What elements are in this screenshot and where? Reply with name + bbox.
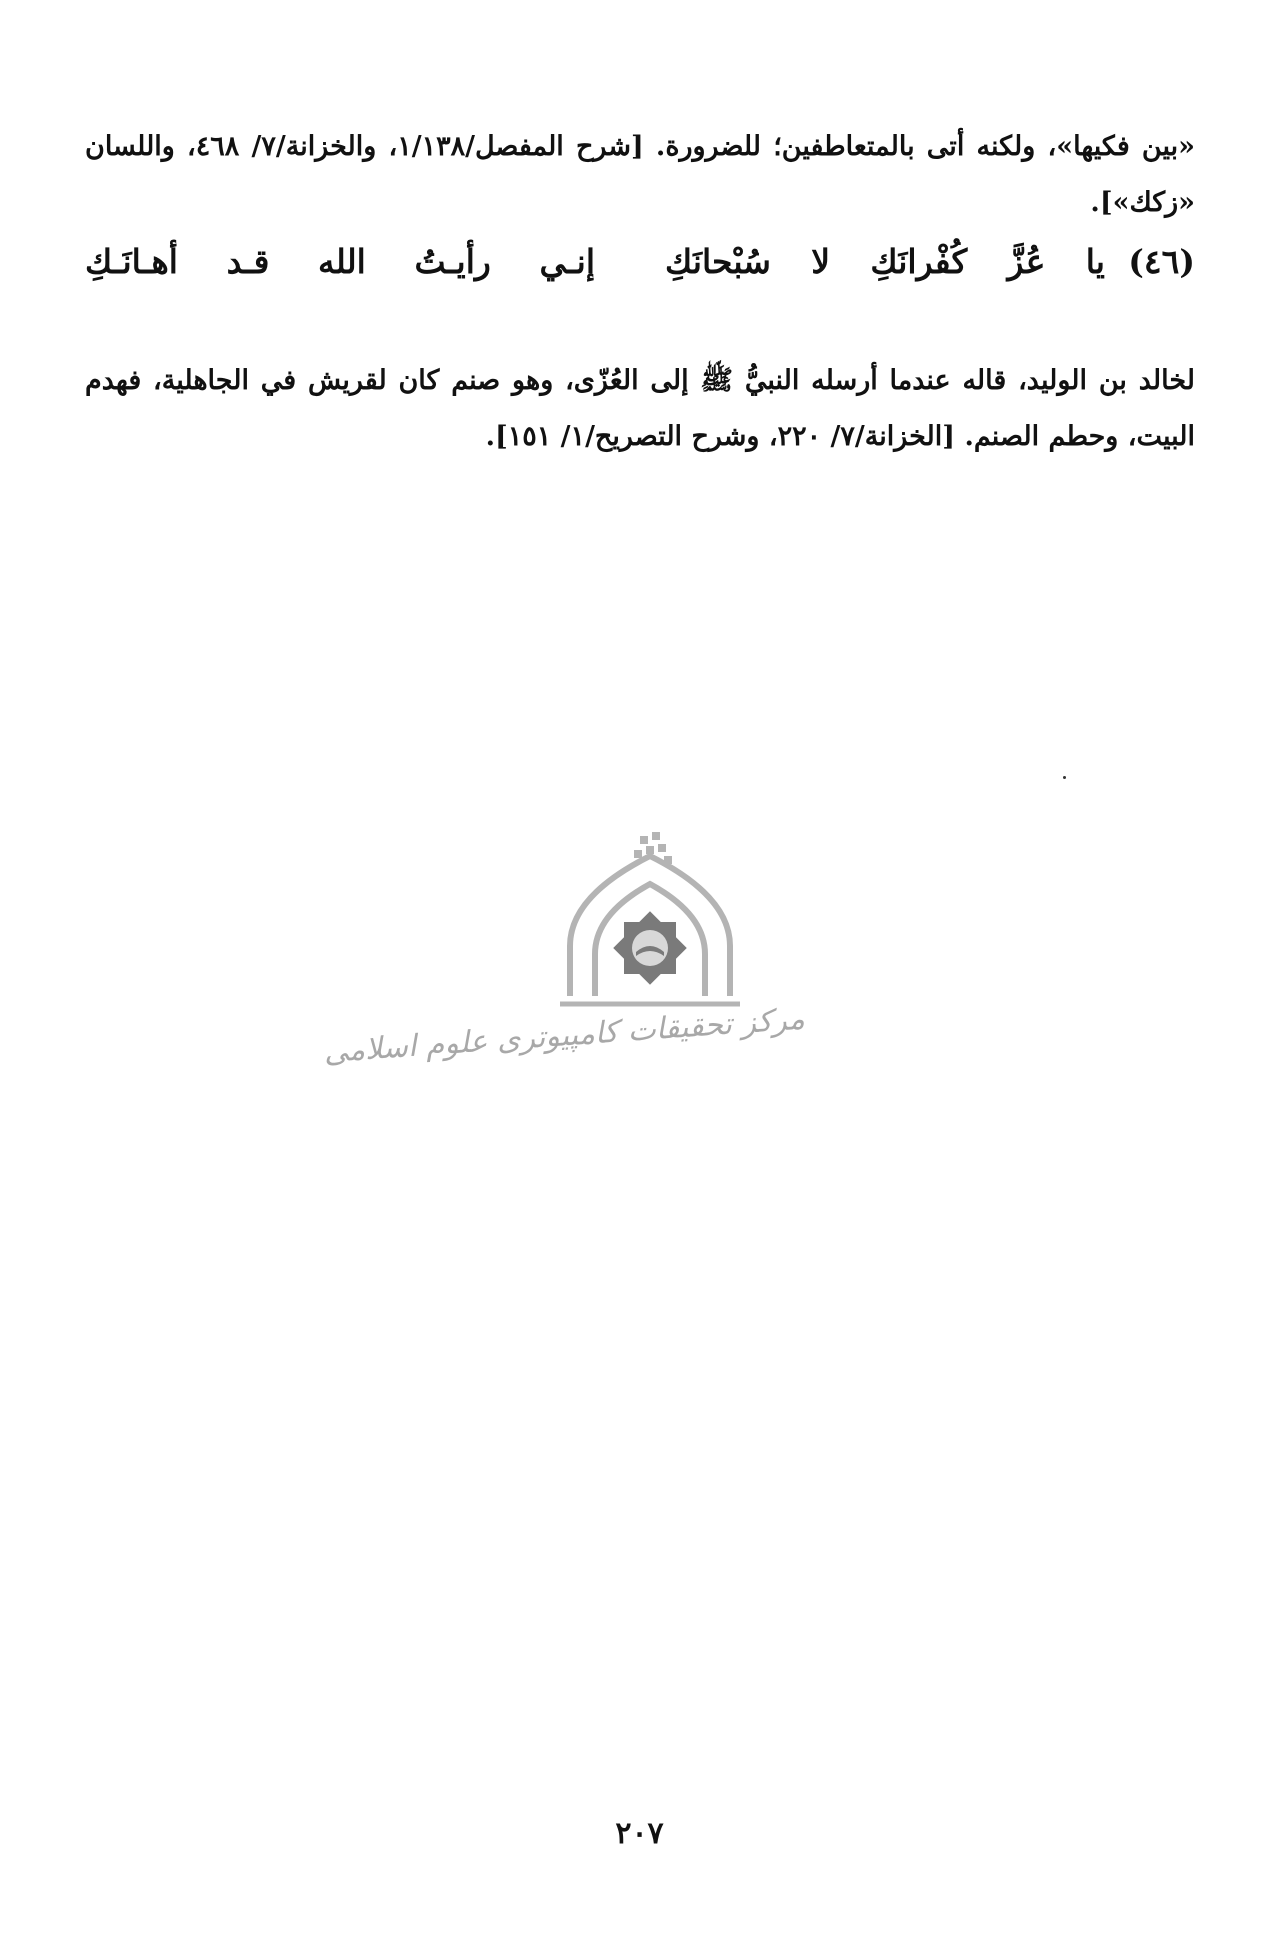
footnote-continuation: «بين فكيها»، ولكنه أتى بالمتعاطفين؛ للضرورة. [شرح المفصل/١/١٣٨، والخزانة/٧/ ٤٦٨، واللسان «زكك»]. (85, 131, 1196, 218)
verse-first-hemistich: يا عُزَّ كُفْرانَكِ لا سُبْحانَكِ (665, 242, 1105, 281)
verse-second-hemistich: إنـي رأيـتُ الله قـد أهـانَـكِ (85, 242, 595, 281)
dome-book-emblem-icon (500, 826, 800, 1096)
page-number: ٢٠٧ (615, 1816, 664, 1851)
verse-commentary: لخالد بن الوليد، قاله عندما أرسله النبيُّ ﷺ إلى العُزّى، وهو صنم كان لقريش في الجاهلية، فهدم البيت، وحطم الصنم. [الخزانة/٧/ ٢٢٠، وشرح التصريح/١/ ١٥١]. (85, 365, 1195, 452)
poetry-verse (85, 232, 1195, 292)
verse-number: (٤٦) (1128, 242, 1195, 281)
scan-speck (1063, 776, 1066, 779)
watermark-caption: مرکز تحقیقات کامپیوتری علوم اسلامی (322, 1001, 806, 1071)
